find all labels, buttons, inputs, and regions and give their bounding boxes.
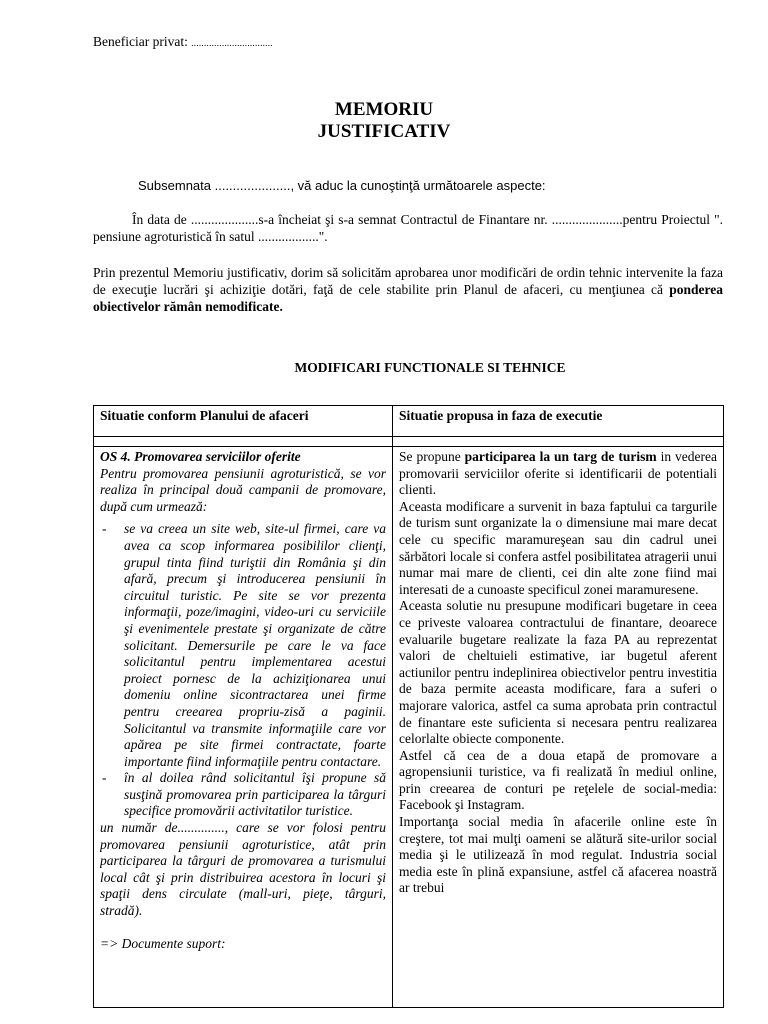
- intro-paragraph-3-bold: ponderea obiectivelor rămân nemodificate.: [93, 282, 723, 314]
- intro-paragraph-1: Subsemnata ....................., vă aduc la cunoştinţă următoarele aspecte:: [138, 178, 546, 193]
- justification-paragraph: Aceasta modificare a survenit in baza faptului ca targurile de turism sunt organizate la o dimensiune mai mare decat cele cu specific maramureşean sau din cadrul unei sărbători locale si confera astfel posibilitatea atragerii unui numar mai mare de clienti, cei din alte zone fiind mai interesati de a cunoaste specificul zonei maramuresene.: [399, 498, 717, 597]
- table-spacer-row: [94, 437, 724, 447]
- faza-executie-cell: [393, 447, 724, 1008]
- section-title: MODIFICARI FUNCTIONALE SI TEHNICE: [294, 360, 566, 375]
- objective-intro: Pentru promovarea pensiunii agroturistică, se vor realiza în principal două campanii de promovare, după cum urmează:: [100, 465, 386, 514]
- online-promotion-paragraph: Astfel că cea de a doua etapă de promovare a agropensiunii turistice, va fi realizată în mediul online, prin creearea de conturi pe reţelele de social-media: Facebook şi Instagram.: [399, 747, 717, 813]
- intro-paragraph-2: În data de ....................s-a încheiat şi s-a semnat Contractul de Finantare nr. .....................pentru Proiectul ". pensiune agroturistică în satul ..................".: [93, 212, 723, 244]
- proposal-paragraph: [399, 449, 717, 499]
- header-faza-executie: Situatie propusa in faza de executie: [393, 406, 724, 437]
- proposal-bold: participarea la un targ de turism: [464, 449, 657, 464]
- document-title-line1: MEMORIU: [334, 99, 434, 120]
- comparison-table: [93, 405, 724, 1008]
- objective-heading: OS 4. Promovarea serviciilor oferite: [100, 449, 301, 464]
- proposal-text-end: in vederea promovarii serviciilor oferite si identificarii de potentiali clienti.: [399, 449, 717, 498]
- list-item: - în al doilea rând solicitantul îşi propune să susţină promovarea prin participarea la târguri specifice promovării activitatilor turistice.: [100, 770, 386, 820]
- objective-paragraph: un număr de.............., care se vor folosi pentru promovarea pensiunii agroturistice, atât prin participarea la târguri de promovarea a turismului local cât şi prin distribuirea acestora în locuri şi spaţii dens circulate (mall-uri, pieţe, târguri, stradă).: [100, 820, 386, 919]
- beneficiary-line: [93, 34, 273, 50]
- header-plan-afaceri: Situatie conform Planului de afaceri: [94, 406, 393, 437]
- beneficiary-label: Beneficiar privat:: [93, 34, 188, 49]
- list-item: - se va creea un site web, site-ul firmei, care va avea ca scop informarea posibililor clienţi, grupul tinta fiind turiştii din România şi din afară, precum şi introducerea pensiunii în circuitul turistic. Pe site se vor prezenta informaţii, poze/imagini, video-uri cu serviciile şi evenimentele prestate şi organizate de către solicitant. Demersurile pe care le va face solicitantul pentru implementarea acestui proiect pornesc de la achiziţionarea unui domeniu online sicontractarea unei firme pentru creearea propriu-zisă a paginii. Solicitantul va transmite informaţiile care vor apărea pe site firmei contractate, foarte importante fiind informaţiile pentru contactare.: [100, 521, 386, 770]
- intro-paragraph-3-text: Prin prezentul Memoriu justificativ, dorim să solicităm aprobarea unor modificări de ordin tehnic intervenite la faza de execuţie lucrări şi achiziţie dotări, faţă de cele stabilite prin Planul de afaceri, cu menţiunea că: [93, 265, 723, 297]
- objective-bullets: [100, 521, 386, 820]
- supporting-documents: => Documente suport:: [100, 935, 226, 951]
- plan-afaceri-cell: [94, 447, 393, 1008]
- budget-paragraph: Aceasta solutie nu presupune modificari bugetare in ceea ce priveste valoarea contractului de finantare, deoarece evaluarile bugetare realizate la faza PA au reprezentat valori de cheltuieli estimative, iar bugetul aferent actiunilor pentru indeplinirea obiectivelor pentru investitia de baza permite aceasta modificare, fara a suferi o majorare valorica, astfel ca suma aprobata prin contractul de finantare este suficienta si necesara pentru realizarea celorlalte obiecte componente.: [399, 598, 717, 747]
- table-row: [94, 447, 724, 1008]
- beneficiary-blank: ................................: [191, 38, 273, 48]
- proposal-text: Se propune: [399, 449, 465, 464]
- table-header-row: [94, 406, 724, 437]
- intro-paragraph-3: [93, 264, 723, 315]
- document-title-line2: JUSTIFICATIV: [317, 121, 451, 142]
- social-media-paragraph: Importanţa social media în afacerile online este în creştere, tot mai mulţi oameni se alătură site-urilor social media şi le utilizează în mod regulat. Industria social media este în plină expansiune, astfel că afacerea noastră ar trebui: [399, 814, 717, 896]
